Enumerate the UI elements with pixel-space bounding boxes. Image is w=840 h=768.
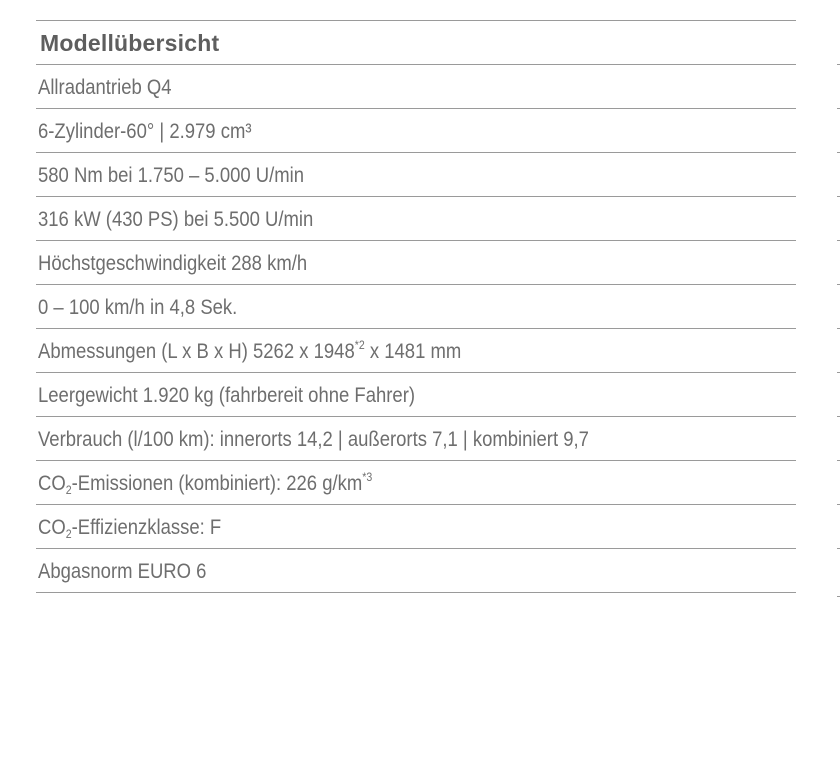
spec-row-consumption: Verbrauch (l/100 km): innerorts 14,2 | außerorts 7,1 | kombiniert 9,7 <box>36 417 796 461</box>
spec-row-drive: Allradantrieb Q4 <box>36 65 796 109</box>
spec-row-co2-emissions: $CO_2$-Emissionen (kombiniert): 226 $g/km^{*3}$ <box>36 461 796 505</box>
spec-row-dimensions: Abmessungen (L x B x H) 5262 x 1948$^{*2}$ x 1481 mm <box>36 329 796 373</box>
spec-row-emission-standard: Abgasnorm EURO 6 <box>36 549 796 593</box>
spec-row-torque: 580 Nm bei 1.750 – 5.000 U/min <box>36 153 796 197</box>
spec-title: Modellübersicht <box>36 21 796 65</box>
spec-row-weight: Leergewicht 1.920 kg (fahrbereit ohne Fahrer) <box>36 373 796 417</box>
spec-row-acceleration: 0 – 100 km/h in 4,8 Sek. <box>36 285 796 329</box>
spec-row-top-speed: Höchstgeschwindigkeit 288 km/h <box>36 241 796 285</box>
spec-table <box>36 20 796 593</box>
spec-row-efficiency-class: $CO_2$-Effizienzklasse: F <box>36 505 796 549</box>
spec-row-power: 316 kW (430 PS) bei 5.500 U/min <box>36 197 796 241</box>
spec-row-engine: 6-Zylinder-60° | 2.979 cm³ <box>36 109 796 153</box>
